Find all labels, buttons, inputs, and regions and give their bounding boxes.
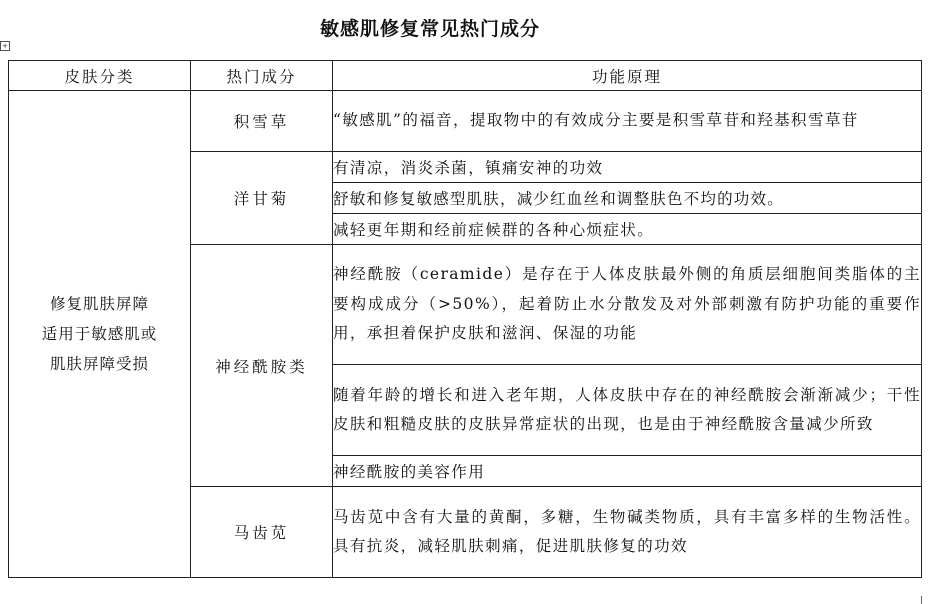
skin-category-line: 修复肌肤屏障	[49, 295, 149, 313]
page-title: 敏感肌修复常见热门成分	[319, 18, 540, 40]
header-skin-category: 皮肤分类	[9, 61, 191, 91]
table-header-row	[9, 61, 922, 91]
function-text: 舒敏和修复敏感型肌肤，减少红血丝和调整肤色不均的功效。	[333, 183, 922, 214]
header-function: 功能原理	[333, 61, 922, 91]
ingredient-name: 积雪草	[191, 91, 333, 152]
ingredient-name: 马齿苋	[191, 487, 333, 578]
function-text: 减轻更年期和经前症候群的各种心烦症状。	[333, 214, 922, 245]
table-anchor-icon[interactable]: +	[0, 41, 10, 51]
ingredients-table	[8, 60, 922, 578]
skin-category-cell	[9, 91, 191, 578]
function-text: 有清凉，消炎杀菌，镇痛安神的功效	[333, 152, 922, 183]
ingredient-name: 神经酰胺类	[191, 245, 333, 487]
function-text: 神经酰胺（ceramide）是存在于人体皮肤最外侧的角质层细胞间类脂体的主要构成成分（>50%），起着防止水分散发及对外部刺激有防护功能的重要作用，承担着保护皮肤和滋润、保湿的功能	[333, 245, 922, 365]
skin-category-line: 肌肤屏障受损	[49, 355, 149, 373]
ingredient-name: 洋甘菊	[191, 152, 333, 245]
function-text: 马齿苋中含有大量的黄酮，多糖，生物碱类物质，具有丰富多样的生物活性。具有抗炎，减轻肌肤刺痛，促进肌肤修复的功效	[333, 487, 922, 578]
function-text: 随着年龄的增长和进入老年期，人体皮肤中存在的神经酰胺会渐渐减少；干性皮肤和粗糙皮肤的皮肤异常症状的出现，也是由于神经酰胺含量减少所致	[333, 365, 922, 456]
skin-category-line: 适用于敏感肌或	[41, 325, 158, 343]
page-margin-marker	[921, 596, 922, 604]
function-text: 神经酰胺的美容作用	[333, 456, 922, 487]
function-text: “敏感肌”的福音，提取物中的有效成分主要是积雪草苷和羟基积雪草苷	[333, 91, 922, 152]
header-ingredient: 热门成分	[191, 61, 333, 91]
table-row	[9, 91, 922, 152]
